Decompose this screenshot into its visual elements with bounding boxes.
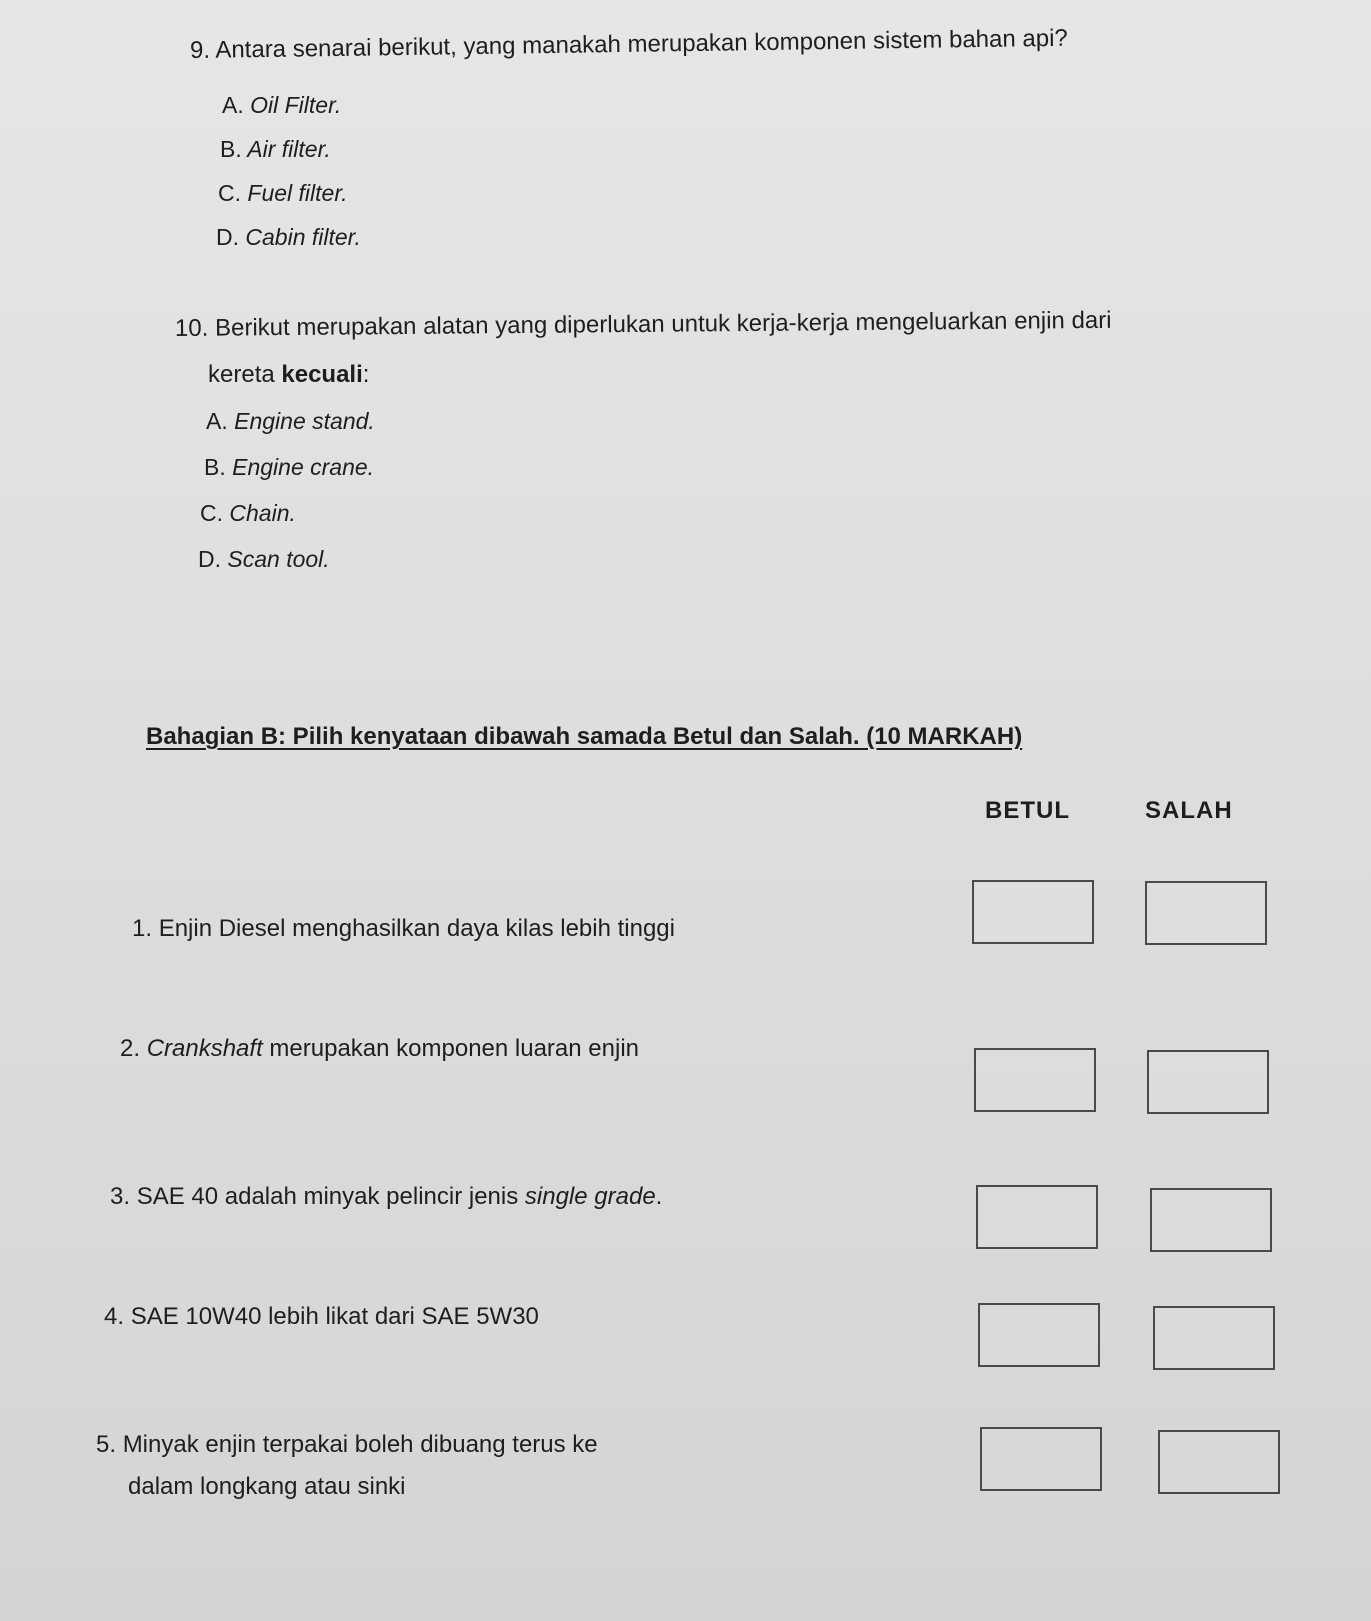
q10-option-b[interactable]: B. Engine crane. — [204, 454, 375, 480]
statement-5: 5. Minyak enjin terpakai boleh dibuang terus ke — [96, 1431, 598, 1458]
statement-5-salah-box[interactable] — [1158, 1430, 1280, 1494]
question-9-number: 9. — [189, 36, 211, 64]
statement-1-salah-box[interactable] — [1145, 881, 1267, 945]
question-9 — [190, 24, 1068, 66]
column-header-salah: SALAH — [1145, 797, 1233, 824]
q9-option-b[interactable]: B. Air filter. — [220, 136, 331, 162]
statement-3: 3. SAE 40 adalah minyak pelincir jenis single grade. — [110, 1183, 663, 1210]
q9-option-d[interactable]: D. Cabin filter. — [216, 224, 361, 250]
statement-4-salah-box[interactable] — [1153, 1306, 1275, 1370]
statement-1-betul-box[interactable] — [972, 880, 1094, 944]
statement-2-betul-box[interactable] — [974, 1048, 1096, 1112]
statement-5-line2: dalam longkang atau sinki — [128, 1473, 406, 1500]
q9-option-a[interactable]: A. Oil Filter. — [222, 92, 342, 118]
question-10-number: 10. — [174, 314, 209, 342]
statement-2: 2. Crankshaft merupakan komponen luaran enjin — [120, 1035, 639, 1062]
statement-3-betul-box[interactable] — [976, 1185, 1098, 1249]
statement-4: 4. SAE 10W40 lebih likat dari SAE 5W30 — [104, 1303, 539, 1330]
question-10-line2: kereta kecuali: — [208, 361, 370, 388]
keyword-kecuali: kecuali — [281, 361, 363, 388]
statement-2-salah-box[interactable] — [1147, 1050, 1269, 1114]
column-header-betul: BETUL — [985, 797, 1070, 824]
q9-option-c[interactable]: C. Fuel filter. — [218, 180, 348, 206]
statement-3-salah-box[interactable] — [1150, 1188, 1272, 1252]
q10-option-a[interactable]: A. Engine stand. — [206, 408, 375, 434]
question-9-text: Antara senarai berikut, yang manakah merupakan komponen sistem bahan api? — [215, 24, 1068, 64]
statement-5-betul-box[interactable] — [980, 1427, 1102, 1491]
question-10-text-line1: Berikut merupakan alatan yang diperlukan untuk kerja-kerja mengeluarkan enjin dari — [214, 306, 1112, 342]
statement-4-betul-box[interactable] — [978, 1303, 1100, 1367]
q10-option-c[interactable]: C. Chain. — [200, 500, 296, 526]
q10-option-d[interactable]: D. Scan tool. — [198, 546, 330, 572]
question-10 — [175, 306, 1112, 344]
section-b-title: Bahagian B: Pilih kenyataan dibawah samada Betul dan Salah. (10 MARKAH) — [146, 723, 1023, 750]
statement-1: 1. Enjin Diesel menghasilkan daya kilas lebih tinggi — [132, 915, 675, 942]
